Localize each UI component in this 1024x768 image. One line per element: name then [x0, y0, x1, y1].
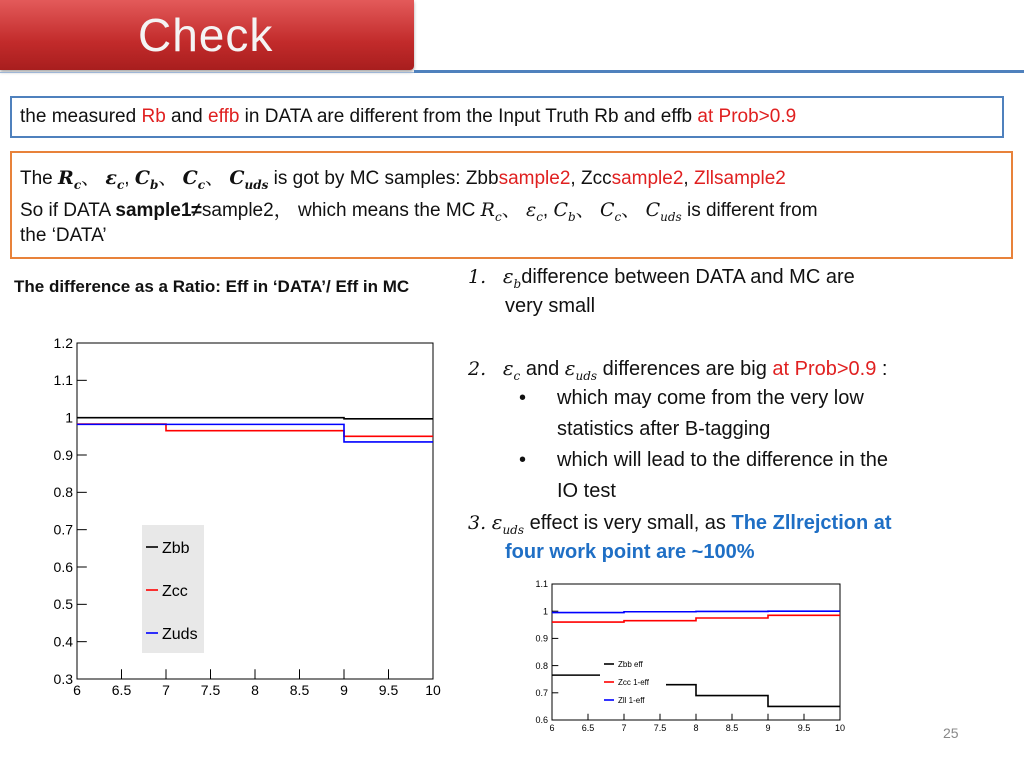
- legend-label: Zcc: [162, 583, 188, 601]
- x-tick-label: 10: [834, 723, 846, 733]
- bullet-1-dot: •: [519, 387, 527, 409]
- sep: ,: [683, 168, 694, 189]
- symbol-ec-sub: c: [536, 209, 543, 224]
- y-tick-label: 0.8: [535, 660, 548, 671]
- note-2-number: 2.: [468, 358, 487, 380]
- y-tick-label: 0.3: [53, 670, 73, 687]
- epsilon-b-sub: b: [513, 277, 522, 291]
- ratio-chart-title: The difference as a Ratio: Eff in ‘DATA’/ Eff in MC: [14, 277, 410, 296]
- sep: 、: [158, 168, 183, 189]
- slide-title: Check: [138, 9, 274, 61]
- note-3-highlight-2: four work point are ~100%: [505, 541, 755, 563]
- x-tick-label: 8.5: [289, 682, 310, 698]
- y-tick-label: 0.7: [53, 521, 73, 538]
- y-tick-label: 0.5: [53, 596, 73, 613]
- y-tick-label: 0.9: [53, 446, 73, 463]
- y-tick-label: 0.4: [53, 633, 73, 650]
- page-number: 25: [943, 725, 959, 741]
- sep: 、: [621, 200, 646, 221]
- title-divider: [414, 70, 1024, 73]
- note-3-highlight-cont: [505, 541, 755, 564]
- note-1-text: difference between DATA and MC are: [521, 266, 855, 288]
- x-tick-label: 8: [693, 723, 699, 733]
- x-tick-label: 9.5: [797, 723, 811, 733]
- symbol-cb-sub: b: [149, 177, 159, 192]
- x-tick-label: 7.5: [200, 682, 221, 698]
- x-tick-label: 6.5: [111, 682, 132, 698]
- x-tick-label: 6.5: [581, 723, 595, 733]
- note-3: [468, 510, 892, 537]
- bullet-2-cont: IO test: [557, 480, 616, 502]
- symbol-cc: C: [600, 199, 615, 221]
- note-2-prob: at Prob>0.9: [772, 358, 877, 380]
- bullet-2-text: which will lead to the difference in the: [557, 449, 888, 471]
- y-tick-label: 1: [542, 606, 548, 617]
- y-tick-label: 0.9: [535, 633, 548, 644]
- sep: 、: [575, 200, 600, 221]
- effb-highlight: effb: [208, 106, 240, 127]
- symbol-rc-sub: c: [73, 177, 82, 192]
- mc-line-3: the ‘DATA’: [20, 225, 107, 246]
- symbol-cuds: C: [645, 199, 661, 221]
- y-tick-label: 1.2: [53, 334, 73, 351]
- note-1-number: 1.: [468, 266, 487, 288]
- bullet-1-text: which may come from the very low: [557, 387, 864, 409]
- efficiency-chart: [522, 578, 852, 734]
- legend-label: Zcc 1-eff: [618, 678, 649, 688]
- legend-label: Zuds: [162, 626, 198, 644]
- ratio-chart: [30, 330, 450, 708]
- symbol-cuds-sub: uds: [244, 177, 269, 192]
- note-1: [468, 264, 855, 291]
- epsilon-uds-sub: uds: [502, 523, 525, 537]
- legend-label: Zbb eff: [618, 660, 643, 670]
- symbol-cuds: C: [229, 167, 245, 189]
- plot-frame: [552, 584, 840, 720]
- statement-text-2: and: [165, 106, 209, 127]
- sep: 、: [205, 168, 230, 189]
- x-tick-label: 9: [765, 723, 771, 733]
- note-2: [468, 356, 887, 383]
- y-tick-label: 0.7: [535, 687, 548, 698]
- mc-the: The: [20, 168, 59, 189]
- symbol-rc: R: [480, 199, 495, 221]
- x-tick-label: 7.5: [653, 723, 667, 733]
- symbol-rc: R: [58, 167, 74, 189]
- statement-line: [20, 106, 796, 128]
- sample1-neq: sample1≠: [115, 200, 202, 221]
- sep: 、: [501, 200, 526, 221]
- mc-line-1: [20, 163, 786, 192]
- symbol-cc: C: [182, 167, 198, 189]
- sample2-zcc: sample2: [611, 168, 684, 189]
- sep: ,: [124, 168, 135, 189]
- symbol-ec-sub: c: [116, 177, 125, 192]
- x-tick-label: 8: [251, 682, 259, 698]
- x-tick-label: 6: [549, 723, 555, 733]
- epsilon-uds-sub: uds: [575, 369, 598, 383]
- symbol-ec: ε: [105, 167, 117, 189]
- x-tick-label: 8.5: [725, 723, 739, 733]
- statement-text-3: in DATA are different from the Input Truth Rb and effb: [239, 106, 698, 127]
- symbol-rc-sub: c: [494, 209, 502, 224]
- note-3-number: 3.: [468, 512, 487, 534]
- x-tick-label: 7: [162, 682, 170, 698]
- y-tick-label: 0.8: [53, 484, 73, 501]
- y-tick-label: 0.6: [535, 715, 548, 726]
- note-2-text: differences are big: [597, 358, 773, 380]
- note-3-highlight: The Zllrejction at: [731, 512, 892, 534]
- mc-l2-text-a: So if DATA: [20, 200, 116, 221]
- symbol-ec: ε: [525, 199, 537, 221]
- symbol-cuds-sub: uds: [660, 209, 682, 224]
- bullet-1-cont: statistics after B-tagging: [557, 418, 771, 440]
- sample2-zbb: sample2: [498, 168, 571, 189]
- x-tick-label: 6: [73, 682, 81, 698]
- y-tick-label: 0.6: [53, 558, 73, 575]
- note-2-and: and: [520, 358, 565, 380]
- mc-zcc: , Zcc: [570, 168, 612, 189]
- statement-text-1: the measured: [20, 106, 142, 127]
- statement-box: [10, 96, 1004, 138]
- symbol-cb-sub: b: [568, 209, 576, 224]
- mc-samples-box: [10, 151, 1013, 259]
- epsilon-uds-symbol: ε: [564, 356, 576, 380]
- y-tick-label: 1: [65, 409, 73, 426]
- symbol-cb: C: [134, 167, 150, 189]
- y-tick-label: 1.1: [535, 579, 548, 590]
- epsilon-b-symbol: ε: [502, 264, 514, 288]
- legend-label: Zll 1-eff: [618, 696, 645, 706]
- note-3-text: effect is very small, as: [524, 512, 732, 534]
- mc-text: is got by MC samples: Zbb: [268, 168, 499, 189]
- symbol-cc-sub: c: [197, 177, 206, 192]
- epsilon-c-symbol: ε: [502, 356, 514, 380]
- note-2-colon: :: [876, 358, 888, 380]
- x-tick-label: 7: [621, 723, 627, 733]
- prob-highlight: at Prob>0.9: [697, 106, 797, 127]
- note-1-cont: very small: [505, 295, 596, 317]
- sep: ,: [542, 200, 554, 221]
- x-tick-label: 9.5: [378, 682, 399, 698]
- legend-label: Zbb: [162, 540, 190, 558]
- y-tick-label: 1.1: [53, 372, 73, 389]
- symbol-cc-sub: c: [614, 209, 622, 224]
- bullet-2-dot: •: [519, 449, 527, 471]
- plot-frame: [77, 343, 433, 679]
- mc-l2-text-b: sample2， which means the MC: [201, 200, 481, 221]
- epsilon-uds-symbol: ε: [491, 510, 503, 534]
- symbol-cb: C: [553, 199, 569, 221]
- sample2-zll: Zllsample2: [693, 168, 786, 189]
- mc-line-2: [20, 195, 818, 224]
- mc-l2-end: is different from: [681, 200, 818, 221]
- epsilon-c-sub: c: [513, 369, 521, 383]
- rb-highlight: Rb: [141, 106, 166, 127]
- x-tick-label: 9: [340, 682, 348, 698]
- x-tick-label: 10: [425, 682, 441, 698]
- sep: 、: [81, 168, 106, 189]
